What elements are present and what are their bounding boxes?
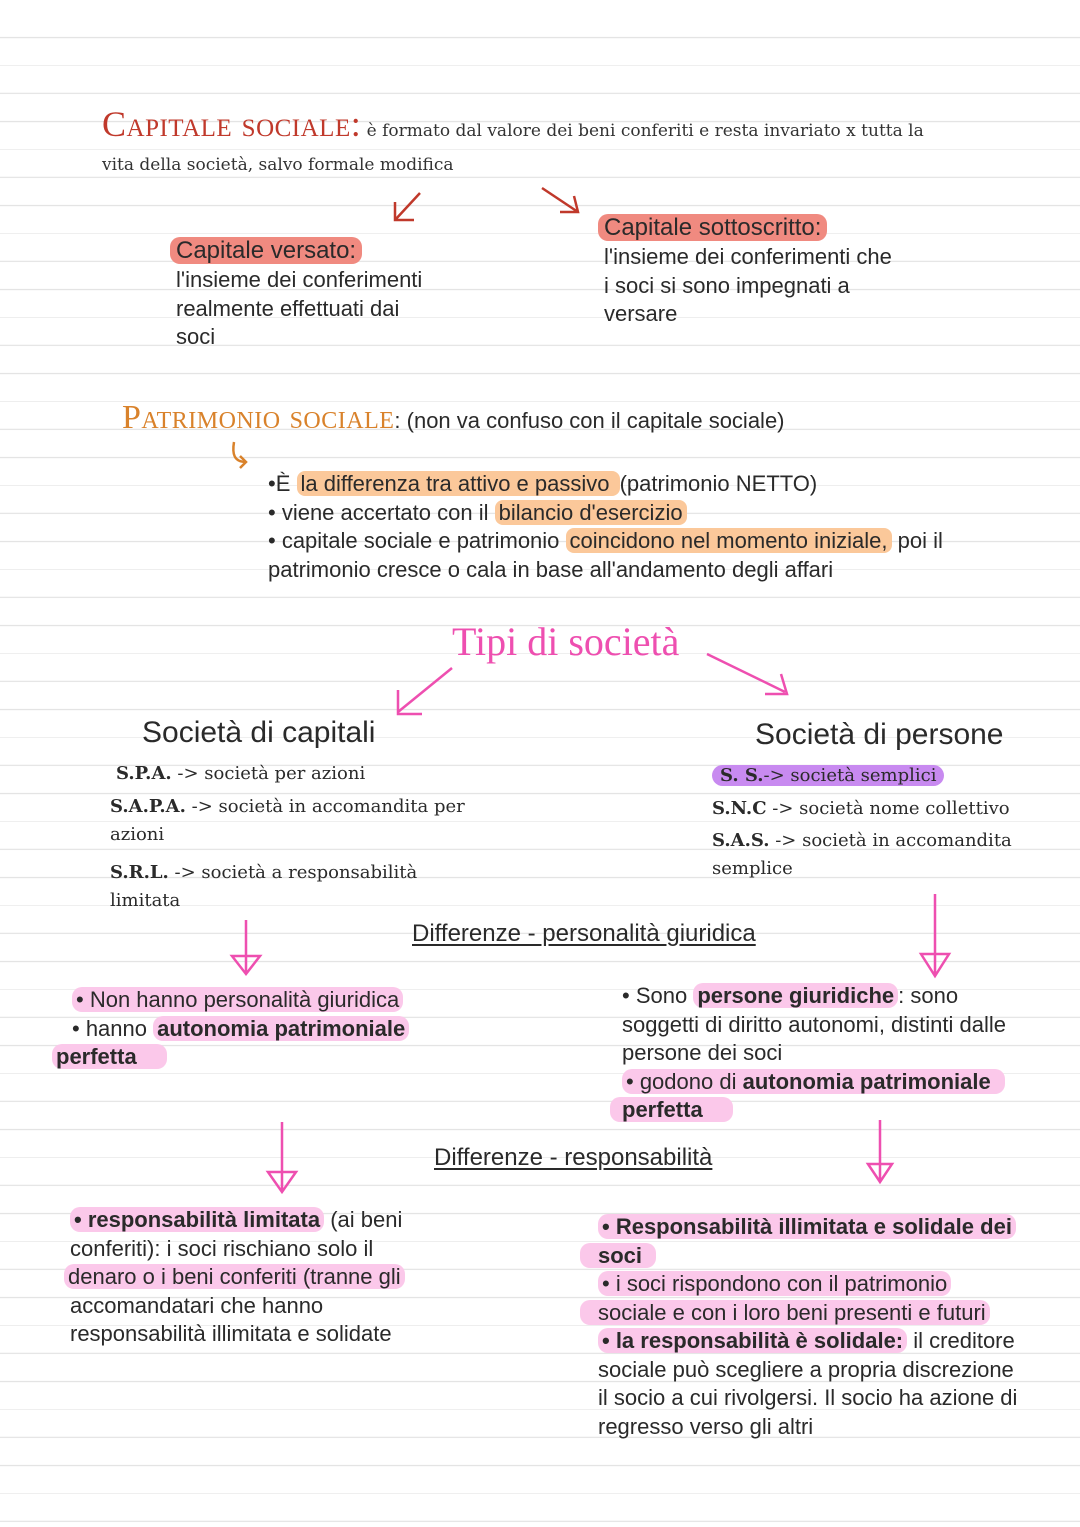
highlight-coincidono: coincidono nel momento iniziale,	[566, 528, 892, 553]
bullet-text: • capitale sociale e patrimonio	[268, 528, 566, 553]
diff-responsabilita-title: Differenze - responsabilità	[434, 1144, 713, 1171]
bullet-text: • Sono	[622, 983, 694, 1008]
capitale-versato-title: Capitale versato:	[170, 237, 362, 264]
bullet-text: • hanno	[72, 1015, 154, 1041]
bullet-text: conferiti): i soci rischiano solo il	[70, 1235, 374, 1261]
arrow-left-icon	[390, 188, 430, 228]
capitale-sociale-block	[102, 104, 1062, 178]
bullet-text: (ai beni	[324, 1207, 403, 1232]
srl-line2: limitata	[110, 890, 181, 911]
ss-desc: -> società semplici	[763, 765, 937, 786]
bold-text: perfetta	[52, 1044, 167, 1069]
capitale-sociale-title: Capitale sociale:	[102, 104, 362, 144]
patrimonio-sociale-bullets	[268, 470, 1058, 584]
spa-desc: -> società per azioni	[171, 763, 366, 784]
sapa-desc: -> società in accomandita per	[185, 796, 465, 817]
bullet-text: sociale e con i loro beni presenti e futuri	[580, 1300, 990, 1325]
bullet-text: patrimonio cresce o cala in base all'andamento degli affari	[268, 556, 834, 582]
sapa-abbr: S.A.P.A.	[110, 796, 186, 817]
bullet-text: (patrimonio NETTO)	[619, 471, 818, 496]
capitale-sottoscritto-title: Capitale sottoscritto:	[598, 214, 827, 241]
bold-text: perfetta	[610, 1097, 733, 1122]
srl-desc: -> società a responsabilità	[168, 862, 418, 883]
bullet-text: poi il	[891, 528, 943, 553]
bold-text: • Responsabilità illimitata e solidale dei	[598, 1214, 1016, 1239]
bullet-text: • Non hanno personalità giuridica	[72, 987, 403, 1012]
sas-abbr: S.A.S.	[712, 830, 770, 851]
sapa-line2: azioni	[110, 824, 165, 845]
capitale-sociale-text-2: vita della società, salvo formale modifica	[102, 155, 454, 175]
tipi-title: Tipi di società	[452, 619, 680, 664]
bullet-text: regresso verso gli altri	[598, 1413, 814, 1439]
bold-text: • responsabilità limitata	[70, 1207, 324, 1232]
bold-text: • la responsabilità è solidale:	[598, 1328, 907, 1353]
capitale-versato-line: l'insieme dei conferimenti	[176, 267, 423, 292]
bullet-text: responsabilità illimitata e solidate	[70, 1321, 392, 1346]
persone-list	[712, 762, 1072, 883]
bullet-text: sociale può scegliere a propria discrezione	[598, 1356, 1014, 1382]
capitale-sottoscritto-line: i soci si sono impegnati a	[604, 272, 850, 298]
capitale-versato-line: realmente effettuati dai	[176, 295, 400, 321]
patrimonio-sociale-title: Patrimonio sociale	[122, 399, 395, 436]
bullet-text: soggetti di diritto autonomi, distinti dalle	[622, 1011, 1006, 1037]
bullet-text: accomandatari che hanno	[70, 1292, 324, 1318]
highlight-differenza: la differenza tra attivo e passivo	[297, 471, 620, 496]
arrow-right-pink-icon	[705, 650, 795, 710]
capitale-sociale-text: è formato dal valore dei beni conferiti e resta invariato x tutta la	[361, 121, 924, 141]
sas-desc: -> società in accomandita	[769, 830, 1012, 851]
capitale-versato-line: soci	[176, 324, 216, 349]
diff-responsabilita-right	[598, 1213, 1068, 1441]
arrow-left-pink-icon	[390, 664, 460, 724]
diff-personalita-right	[622, 982, 1062, 1125]
bullet-text: il creditore	[907, 1328, 1015, 1353]
bullet-text: • i soci rispondono con il patrimonio	[598, 1271, 951, 1296]
diff-responsabilita-left	[70, 1206, 490, 1349]
arrow-right-icon	[540, 186, 590, 226]
capitale-sottoscritto-line: versare	[604, 301, 678, 326]
capitale-sottoscritto-line: l'insieme dei conferimenti che	[604, 244, 892, 269]
arrow-down-left-2-icon	[262, 1120, 302, 1200]
curved-arrow-icon	[228, 440, 268, 470]
arrow-down-right-icon	[915, 892, 955, 982]
bold-text: autonomia patrimoniale	[742, 1068, 991, 1094]
srl-abbr: S.R.L.	[110, 862, 169, 883]
bullet-text: persone dei soci	[622, 1040, 783, 1065]
capitali-title: Società di capitali	[142, 716, 376, 749]
capitale-versato-block	[170, 236, 490, 352]
capitali-list	[110, 760, 530, 915]
bullet-text: il socio a cui rivolgersi. Il socio ha azione di	[598, 1385, 1018, 1410]
diff-personalita-title: Differenze - personalità giuridica	[412, 920, 756, 947]
snc-desc: -> società nome collettivo	[766, 798, 1010, 819]
persone-title: Società di persone	[755, 718, 1004, 751]
highlight-bilancio: bilancio d'esercizio	[495, 500, 687, 525]
capitale-sottoscritto-block	[598, 213, 978, 329]
ss-highlight	[712, 765, 944, 786]
diff-personalita-left	[56, 986, 452, 1072]
arrow-down-right-2-icon	[860, 1118, 900, 1190]
bold-text: soci	[580, 1243, 656, 1268]
arrow-down-left-icon	[226, 918, 266, 980]
bullet-text: denaro o i beni conferiti (tranne gli	[64, 1264, 405, 1289]
ss-abbr: S. S.	[720, 765, 764, 786]
bold-text: autonomia patrimoniale	[153, 1016, 409, 1041]
bullet-text: • viene accertato con il	[268, 499, 495, 525]
spa-abbr: S.P.A.	[116, 763, 172, 784]
bullet-text: • godono di	[626, 1068, 743, 1094]
patrimonio-sociale-heading	[122, 398, 785, 444]
bold-text: persone giuridiche	[693, 983, 898, 1008]
bullet-text: : sono	[898, 983, 959, 1008]
patrimonio-sociale-subtitle: : (non va confuso con il capitale sociale)	[394, 408, 785, 433]
snc-abbr: S.N.C	[712, 798, 767, 819]
sas-line2: semplice	[712, 858, 793, 879]
bullet-text: •È	[268, 471, 297, 496]
